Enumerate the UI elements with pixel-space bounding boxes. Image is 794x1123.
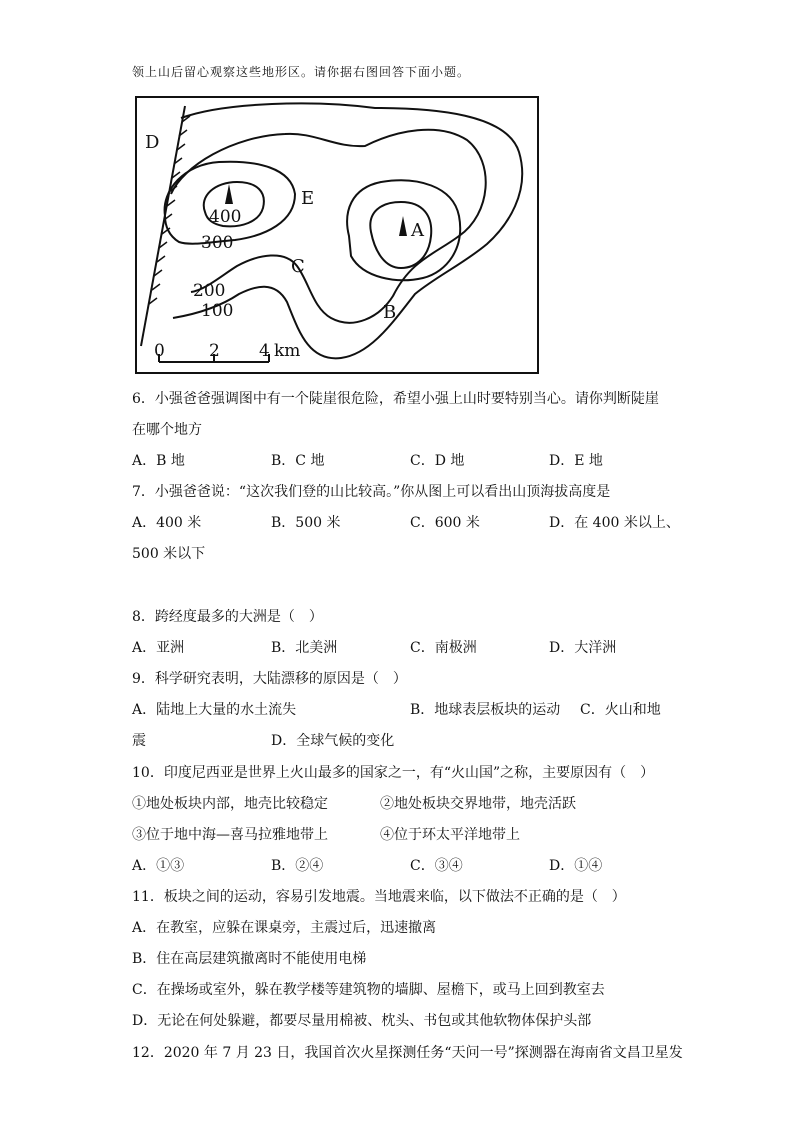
q10-stem: 10．印度尼西亚是世界上火山最多的国家之一，有“火山国”之称，主要原因有（ ） bbox=[132, 765, 655, 781]
q10-option-b[interactable]: B．②④ bbox=[271, 858, 324, 874]
q8-option-d[interactable]: D．大洋洲 bbox=[549, 640, 617, 656]
q11-option-d[interactable]: D．无论在何处躲避，都要尽量用棉被、枕头、书包或其他软物体保护头部 bbox=[132, 1013, 592, 1029]
q12-stem: 12．2020 年 7 月 23 日，我国首次火星探测任务“天问一号”探测器在海南省文昌卫星发 bbox=[132, 1045, 683, 1061]
q8-option-c[interactable]: C．南极洲 bbox=[410, 640, 477, 656]
contour-label-200: 200 bbox=[193, 281, 226, 301]
q6-stem-cont: 在哪个地方 bbox=[132, 422, 202, 438]
q8-option-a[interactable]: A．亚洲 bbox=[132, 640, 185, 656]
q7-option-d-cont: 500 米以下 bbox=[132, 546, 206, 562]
contour-label-400: 400 bbox=[209, 207, 242, 227]
q6-option-c[interactable]: C．D 地 bbox=[410, 453, 465, 469]
label-d: D bbox=[145, 132, 160, 153]
q11-option-c[interactable]: C．在操场或室外，躲在教学楼等建筑物的墙脚、屋檐下，或马上回到教室去 bbox=[132, 982, 605, 998]
q9-option-d[interactable]: D．全球气候的变化 bbox=[271, 733, 395, 749]
q9-stem: 9．科学研究表明，大陆漂移的原因是（ ） bbox=[132, 671, 407, 687]
label-a: A bbox=[411, 220, 424, 241]
peak-a-icon bbox=[399, 216, 407, 236]
q10-statement-4: ④位于环太平洋地带上 bbox=[380, 827, 520, 843]
q11-option-a[interactable]: A．在教室，应躲在课桌旁，主震过后，迅速撤离 bbox=[132, 920, 437, 936]
q9-option-b[interactable]: B．地球表层板块的运动 bbox=[410, 702, 561, 718]
intro-text: 领上山后留心观察这些地形区。请你据右图回答下面小题。 bbox=[132, 65, 471, 79]
contour-label-300: 300 bbox=[201, 233, 234, 253]
q8-option-b[interactable]: B．北美洲 bbox=[271, 640, 338, 656]
q10-option-a[interactable]: A．①③ bbox=[132, 858, 185, 874]
q10-option-d[interactable]: D．①④ bbox=[549, 858, 603, 874]
scale-unit: km bbox=[274, 341, 301, 361]
q6-option-a[interactable]: A．B 地 bbox=[132, 453, 185, 469]
q6-option-d[interactable]: D．E 地 bbox=[549, 453, 603, 469]
peak-left-icon bbox=[225, 184, 233, 204]
q9-option-c[interactable]: C．火山和地 bbox=[580, 702, 661, 718]
q10-statement-2: ②地处板块交界地带，地壳活跃 bbox=[380, 796, 576, 812]
q7-option-c[interactable]: C．600 米 bbox=[410, 515, 480, 531]
scale-label-2: 2 bbox=[209, 341, 220, 361]
q9-option-a[interactable]: A．陆地上大量的水土流失 bbox=[132, 702, 297, 718]
q10-option-c[interactable]: C．③④ bbox=[410, 858, 463, 874]
label-c: C bbox=[291, 256, 305, 277]
q7-stem: 7．小强爸爸说：“这次我们登的山比较高。”你从图上可以看出山顶海拔高度是 bbox=[132, 484, 611, 500]
q8-stem: 8．跨经度最多的大洲是（ ） bbox=[132, 609, 323, 625]
contour-map bbox=[135, 96, 539, 374]
q10-statement-3: ③位于地中海—喜马拉雅地带上 bbox=[132, 827, 328, 843]
q6-stem: 6．小强爸爸强调图中有一个陡崖很危险，希望小强上山时要特别当心。请你判断陡崖 bbox=[132, 391, 659, 407]
contour-label-100: 100 bbox=[201, 301, 234, 321]
q11-stem: 11．板块之间的运动，容易引发地震。当地震来临，以下做法不正确的是（ ） bbox=[132, 889, 626, 905]
q9-option-c-cont: 震 bbox=[132, 733, 146, 749]
scale-label-4: 4 bbox=[259, 341, 270, 361]
q11-option-b[interactable]: B．住在高层建筑撤离时不能使用电梯 bbox=[132, 951, 367, 967]
map-frame bbox=[136, 97, 538, 373]
scale-label-0: 0 bbox=[154, 341, 165, 361]
label-b: B bbox=[383, 302, 397, 323]
q7-option-b[interactable]: B．500 米 bbox=[271, 515, 341, 531]
q7-option-d[interactable]: D．在 400 米以上、 bbox=[549, 515, 680, 531]
q7-option-a[interactable]: A．400 米 bbox=[132, 515, 202, 531]
q6-option-b[interactable]: B．C 地 bbox=[271, 453, 325, 469]
label-e: E bbox=[301, 188, 315, 209]
q10-statement-1: ①地处板块内部，地壳比较稳定 bbox=[132, 796, 328, 812]
